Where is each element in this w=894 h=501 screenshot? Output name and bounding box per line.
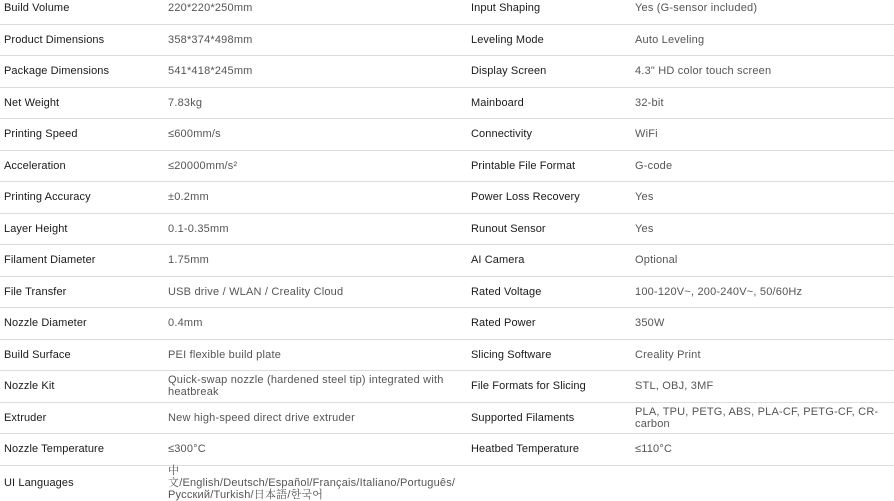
spec-label: File Transfer — [4, 285, 67, 298]
spec-label: Mainboard — [471, 96, 524, 109]
spec-label: Printing Accuracy — [4, 191, 91, 204]
spec-label: AI Camera — [471, 254, 525, 267]
spec-label: Layer Height — [4, 222, 68, 235]
spec-value: Quick-swap nozzle (hardened steel tip) integrated with heatbreak — [168, 374, 444, 399]
spec-label: UI Languages — [4, 476, 74, 489]
spec-value: 0.1-0.35mm — [168, 222, 229, 235]
spec-row — [0, 434, 894, 466]
spec-label: Nozzle Temperature — [4, 443, 105, 456]
spec-row — [0, 88, 894, 120]
spec-label: Filament Diameter — [4, 254, 96, 267]
spec-value: STL, OBJ, 3MF — [635, 380, 714, 393]
spec-label: Package Dimensions — [4, 65, 110, 78]
spec-label: File Formats for Slicing — [471, 380, 586, 393]
spec-row — [0, 56, 894, 88]
spec-label: Product Dimensions — [4, 33, 105, 46]
spec-label: Heatbed Temperature — [471, 443, 580, 456]
spec-value: 中文/English/Deutsch/Español/Français/Italiano/Português/Русский/Turkish/日本語/한국어 — [168, 464, 456, 501]
spec-label: Connectivity — [471, 128, 533, 141]
spec-row — [0, 0, 894, 25]
spec-value: ≤110°C — [635, 443, 673, 456]
spec-label: Build Surface — [4, 348, 71, 361]
spec-value: ±0.2mm — [168, 191, 209, 204]
spec-value: ≤600mm/s — [168, 128, 221, 141]
spec-value: 358*374*498mm — [168, 33, 253, 46]
spec-label: Display Screen — [471, 65, 547, 78]
spec-value: 0.4mm — [168, 317, 203, 330]
spec-label: Nozzle Diameter — [4, 317, 87, 330]
spec-row — [0, 182, 894, 214]
spec-value: G-code — [635, 159, 673, 172]
spec-value — [635, 466, 893, 500]
spec-value: Optional — [635, 254, 678, 267]
spec-label: Build Volume — [4, 2, 70, 15]
spec-row — [0, 371, 894, 403]
spec-label: Extruder — [4, 411, 47, 424]
spec-row — [0, 119, 894, 151]
spec-row — [0, 25, 894, 57]
spec-label: Rated Voltage — [471, 285, 542, 298]
spec-label: Rated Power — [471, 317, 536, 330]
spec-row — [0, 403, 894, 435]
spec-value: 32-bit — [635, 96, 664, 109]
spec-value: 541*418*245mm — [168, 65, 253, 78]
spec-row — [0, 340, 894, 372]
spec-value: 7.83kg — [168, 96, 203, 109]
spec-label: Nozzle Kit — [4, 380, 55, 393]
spec-value: 220*220*250mm — [168, 2, 253, 15]
spec-value: 350W — [635, 317, 665, 330]
spec-value: PEI flexible build plate — [168, 348, 282, 361]
spec-value: Yes (G-sensor included) — [635, 2, 758, 15]
spec-label — [471, 466, 631, 500]
spec-value: Yes — [635, 191, 654, 204]
spec-label: Acceleration — [4, 159, 66, 172]
spec-label: Net Weight — [4, 96, 60, 109]
spec-label: Supported Filaments — [471, 411, 575, 424]
spec-row — [0, 245, 894, 277]
spec-value: 1.75mm — [168, 254, 209, 267]
spec-value: Yes — [635, 222, 654, 235]
spec-value: WiFi — [635, 128, 658, 141]
spec-label: Runout Sensor — [471, 222, 546, 235]
spec-value: ≤20000mm/s² — [168, 159, 238, 172]
spec-label: Printable File Format — [471, 159, 576, 172]
spec-row — [0, 308, 894, 340]
spec-value: Creality Print — [635, 348, 701, 361]
spec-value: ≤300°C — [168, 443, 206, 456]
spec-value: 4.3" HD color touch screen — [635, 65, 772, 78]
spec-label: Leveling Mode — [471, 33, 544, 46]
spec-row — [0, 466, 894, 500]
spec-label: Printing Speed — [4, 128, 78, 141]
spec-row — [0, 277, 894, 309]
spec-label: Slicing Software — [471, 348, 552, 361]
spec-row — [0, 214, 894, 246]
spec-value: USB drive / WLAN / Creality Cloud — [168, 285, 344, 298]
spec-label: Input Shaping — [471, 2, 541, 15]
spec-row — [0, 151, 894, 183]
spec-value: 100-120V~, 200-240V~, 50/60Hz — [635, 285, 803, 298]
spec-value: New high-speed direct drive extruder — [168, 411, 355, 424]
spec-value: PLA, TPU, PETG, ABS, PLA-CF, PETG-CF, CR-carbon — [635, 405, 879, 430]
spec-value: Auto Leveling — [635, 33, 705, 46]
spec-label: Power Loss Recovery — [471, 191, 580, 204]
